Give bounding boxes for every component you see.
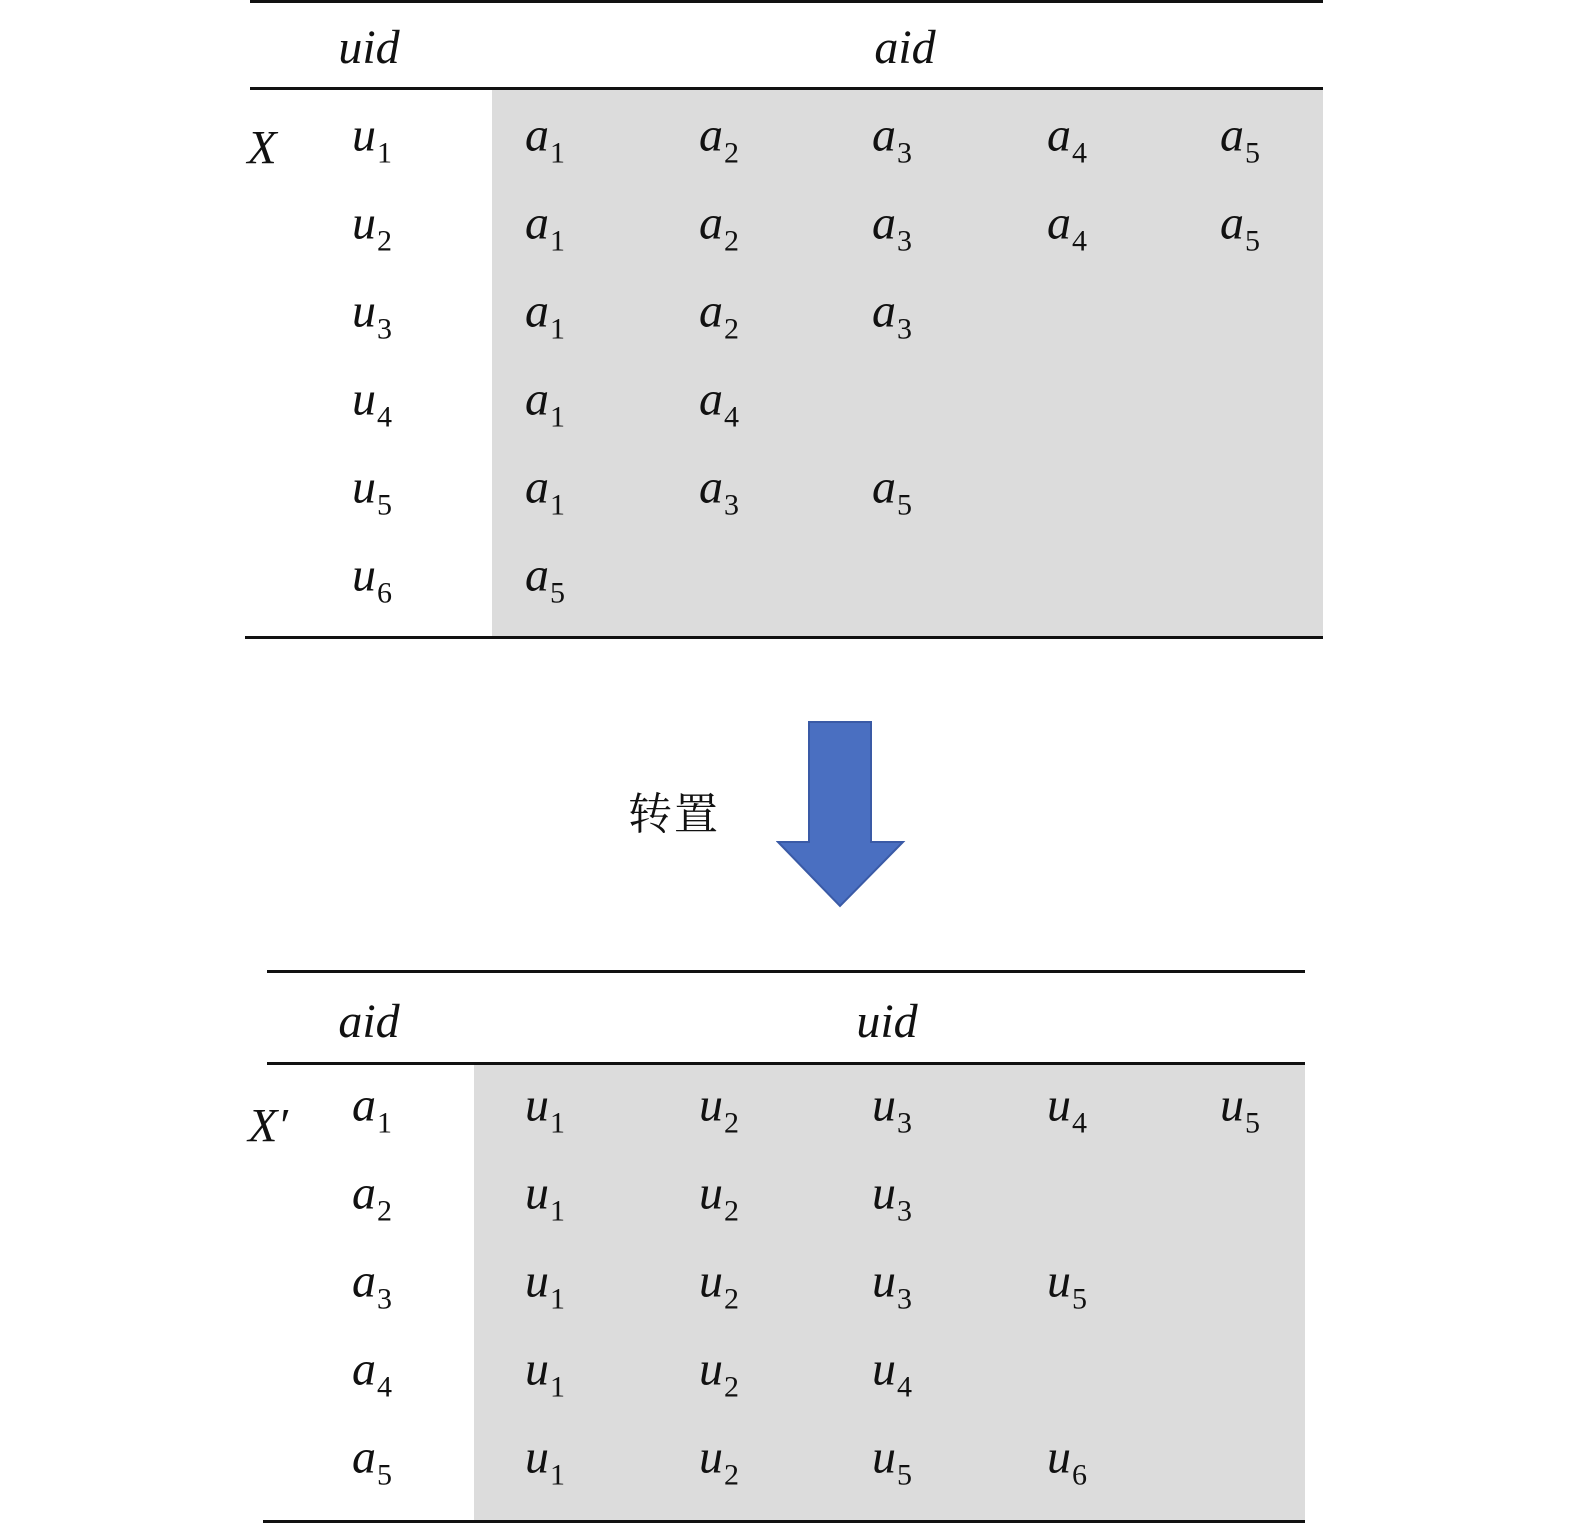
symbol-subscript: 5 [1245,224,1260,258]
matrix-name: X [247,121,277,175]
symbol-subscript: 1 [550,1458,565,1492]
value-cell [872,1078,912,1140]
symbol-subscript: 2 [724,312,739,346]
value-cell [872,196,912,258]
symbol-base: u [1047,1078,1071,1132]
symbol-base: u [872,1166,896,1220]
value-cell [872,1342,912,1404]
symbol-subscript: 4 [724,400,739,434]
symbol-subscript: 1 [550,224,565,258]
row-key-cell [352,1166,392,1228]
value-cell [699,1342,739,1404]
value-cell [1220,196,1260,258]
symbol-base: a [699,372,723,426]
value-cell [699,108,739,170]
value-cell [525,372,565,434]
symbol-base: a [699,284,723,338]
symbol-subscript: 1 [550,1282,565,1316]
symbol-base: a [352,1166,376,1220]
symbol-base: a [872,460,896,514]
value-cell [1047,108,1087,170]
symbol-base: u [352,284,376,338]
symbol-base: a [352,1342,376,1396]
symbol-subscript: 4 [377,400,392,434]
symbol-subscript: 5 [377,1458,392,1492]
symbol-subscript: 3 [377,312,392,346]
symbol-subscript: 4 [1072,136,1087,170]
symbol-subscript: 1 [550,1194,565,1228]
symbol-base: u [352,108,376,162]
value-cell [872,108,912,170]
table-x-transposed [248,970,1305,1526]
symbol-base: a [1047,108,1071,162]
value-cell [872,1430,912,1492]
value-cell [699,372,739,434]
row-header: uid [338,21,400,74]
row-key-cell [352,1342,392,1404]
row-key-cell [352,108,392,170]
value-cell [872,460,912,522]
value-cell [525,108,565,170]
symbol-subscript: 2 [724,1370,739,1404]
table-x [245,0,1323,640]
symbol-base: a [699,108,723,162]
symbol-base: u [699,1342,723,1396]
symbol-base: u [1220,1078,1244,1132]
value-cell [525,1430,565,1492]
symbol-subscript: 2 [377,224,392,258]
symbol-base: a [872,284,896,338]
value-cell [1047,1078,1087,1140]
value-cell [525,460,565,522]
value-cell [872,1166,912,1228]
value-cell [1047,1254,1087,1316]
symbol-subscript: 1 [550,136,565,170]
symbol-base: u [872,1342,896,1396]
symbol-base: a [699,196,723,250]
symbol-base: a [525,108,549,162]
value-cell [872,1254,912,1316]
symbol-subscript: 3 [897,1106,912,1140]
header-rule [267,1062,1305,1065]
symbol-subscript: 4 [897,1370,912,1404]
col-header: aid [874,21,936,74]
symbol-base: u [525,1254,549,1308]
symbol-subscript: 5 [897,488,912,522]
symbol-subscript: 2 [377,1194,392,1228]
header-rule [250,87,1323,90]
value-cell [525,196,565,258]
symbol-base: u [352,372,376,426]
symbol-subscript: 1 [550,488,565,522]
row-key-cell [352,548,392,610]
symbol-subscript: 5 [1245,1106,1260,1140]
value-cell [1047,1430,1087,1492]
value-cell [525,1166,565,1228]
symbol-base: a [1220,196,1244,250]
top-rule [250,0,1323,3]
symbol-subscript: 1 [550,1370,565,1404]
row-key-cell [352,372,392,434]
row-key-cell [352,1254,392,1316]
symbol-base: a [525,460,549,514]
symbol-subscript: 3 [724,488,739,522]
value-cell [525,284,565,346]
value-cell [699,1430,739,1492]
symbol-subscript: 1 [550,400,565,434]
symbol-subscript: 4 [1072,224,1087,258]
symbol-subscript: 4 [1072,1106,1087,1140]
symbol-subscript: 6 [1072,1458,1087,1492]
symbol-base: a [872,196,896,250]
symbol-subscript: 6 [377,576,392,610]
symbol-base: a [525,284,549,338]
symbol-base: a [1047,196,1071,250]
symbol-subscript: 3 [897,312,912,346]
symbol-subscript: 3 [897,1282,912,1316]
value-cell [525,1078,565,1140]
value-cell [699,284,739,346]
symbol-base: a [352,1254,376,1308]
symbol-base: u [352,548,376,602]
symbol-subscript: 5 [1072,1282,1087,1316]
symbol-subscript: 1 [377,1106,392,1140]
symbol-base: u [525,1430,549,1484]
symbol-subscript: 5 [897,1458,912,1492]
symbol-base: a [352,1430,376,1484]
value-cell [525,548,565,610]
symbol-base: a [352,1078,376,1132]
row-key-cell [352,196,392,258]
value-cell [1220,108,1260,170]
bottom-rule [245,636,1323,639]
symbol-subscript: 4 [377,1370,392,1404]
col-header: uid [856,995,918,1048]
symbol-subscript: 2 [724,1194,739,1228]
row-key-cell [352,284,392,346]
symbol-base: a [525,548,549,602]
symbol-subscript: 2 [724,1282,739,1316]
symbol-subscript: 5 [1245,136,1260,170]
symbol-base: u [872,1430,896,1484]
symbol-subscript: 2 [724,136,739,170]
row-key-cell [352,1430,392,1492]
row-header: aid [338,995,400,1048]
symbol-base: u [699,1430,723,1484]
symbol-base: u [525,1078,549,1132]
symbol-base: u [872,1078,896,1132]
value-cell [699,1254,739,1316]
value-cell [1047,196,1087,258]
symbol-base: u [699,1078,723,1132]
symbol-subscript: 2 [724,224,739,258]
symbol-base: u [352,460,376,514]
symbol-base: a [1220,108,1244,162]
value-cell [699,1078,739,1140]
symbol-subscript: 2 [724,1458,739,1492]
value-cell [699,1166,739,1228]
symbol-base: u [525,1342,549,1396]
symbol-subscript: 1 [550,1106,565,1140]
value-cell [525,1342,565,1404]
symbol-subscript: 5 [550,576,565,610]
symbol-subscript: 2 [724,1106,739,1140]
symbol-subscript: 3 [897,224,912,258]
top-rule [267,970,1305,973]
symbol-base: a [699,460,723,514]
symbol-base: u [1047,1430,1071,1484]
symbol-base: u [1047,1254,1071,1308]
value-cell [872,284,912,346]
symbol-base: a [872,108,896,162]
value-cell [699,460,739,522]
bottom-rule [263,1520,1305,1523]
value-region-shade [492,88,1323,638]
matrix-name: X′ [248,1099,288,1153]
down-arrow-icon [776,720,906,908]
transpose-label: 转置 [628,789,720,840]
symbol-base: a [525,372,549,426]
symbol-base: u [525,1166,549,1220]
symbol-subscript: 3 [897,136,912,170]
symbol-subscript: 3 [377,1282,392,1316]
value-cell [699,196,739,258]
symbol-base: a [525,196,549,250]
value-cell [1220,1078,1260,1140]
value-cell [525,1254,565,1316]
symbol-subscript: 3 [897,1194,912,1228]
symbol-base: u [699,1254,723,1308]
symbol-subscript: 1 [377,136,392,170]
symbol-base: u [872,1254,896,1308]
symbol-base: u [352,196,376,250]
symbol-subscript: 5 [377,488,392,522]
row-key-cell [352,1078,392,1140]
symbol-base: u [699,1166,723,1220]
row-key-cell [352,460,392,522]
symbol-subscript: 1 [550,312,565,346]
